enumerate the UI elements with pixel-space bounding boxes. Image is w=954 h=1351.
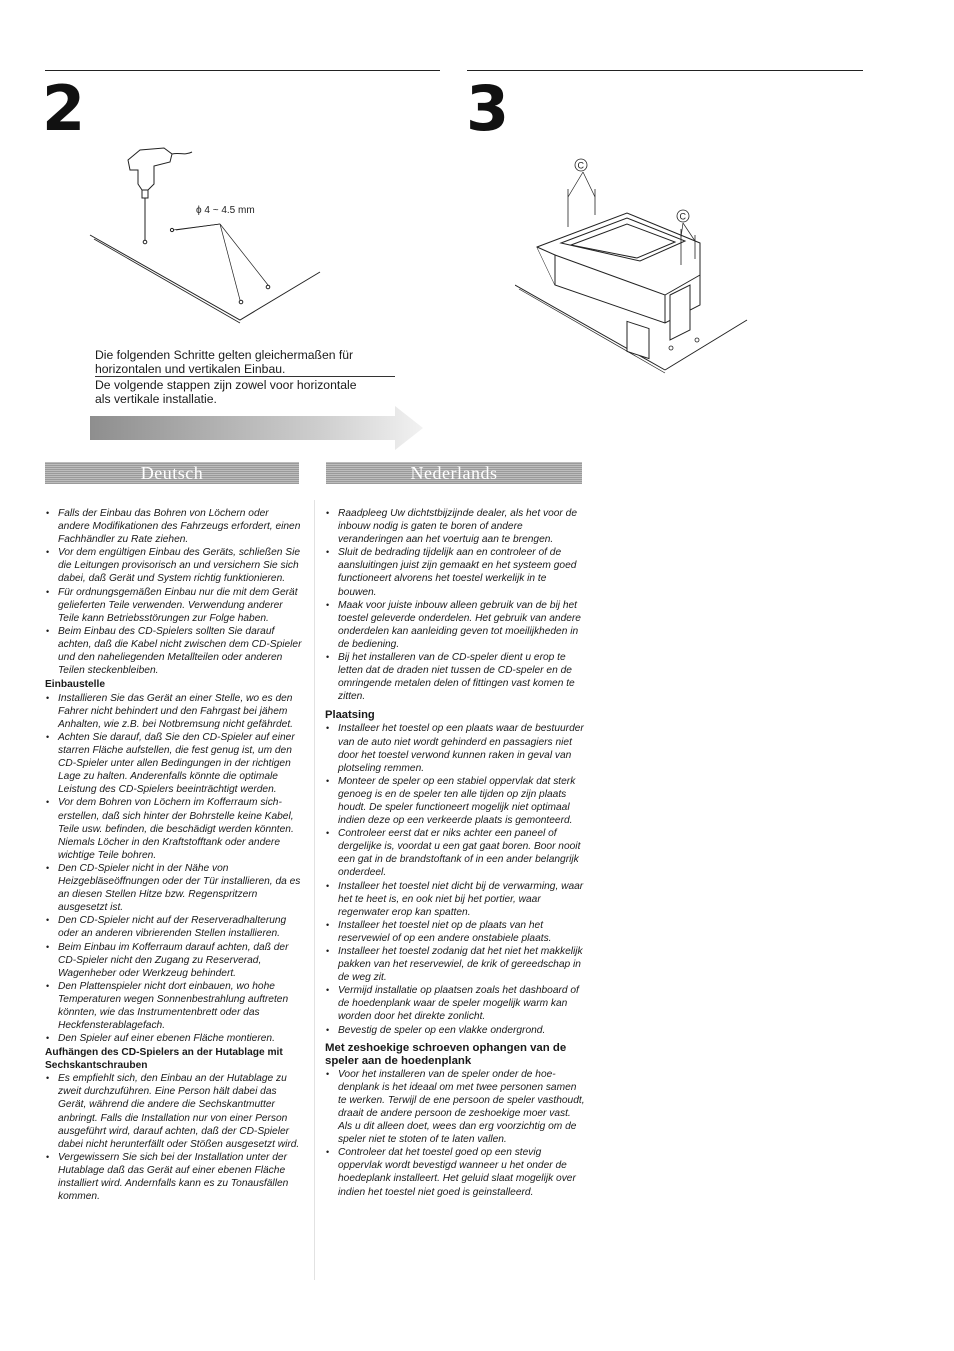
list-item: • Installieren Sie das Gerät an einer Stelle, wo es den Fahrer nicht behindert und den Fahrgast bei jähem Anhalten, wie z.B. bei Notbremsung nicht gefährdet. bbox=[45, 692, 303, 731]
zeshoekige-heading: Met zeshoekige schroeven ophangen van de speler aan de hoedenplank bbox=[325, 1041, 567, 1067]
list-item: • Bij het installeren van de CD-speler dient u erop te letten dat de draden niet tussen de CD-speler en de omringende metalen delen of fittingen vast komen te zitten. bbox=[325, 651, 585, 703]
intro-block bbox=[95, 349, 395, 406]
zeshoekige-list bbox=[325, 1068, 585, 1199]
plaatsing-list bbox=[325, 722, 585, 1036]
deutsch-header: Deutsch bbox=[45, 462, 299, 484]
list-item: • Monteer de speler op een stabiel oppervlak dat sterk genoeg is en de speler ten alle tijden op zijn plaats houdt. De speler functioneert mogelijk niet optimaal indien deze op een verkeerde plaats is gemonteerd. bbox=[325, 775, 585, 827]
nederlands-general-list bbox=[325, 507, 585, 703]
list-item: • Den Spieler auf einer ebenen Fläche montieren. bbox=[45, 1032, 303, 1045]
list-item: • Den Plattenspieler nicht dort einbauen, wo hohe Temperaturen wegen Sonnenbestrahlung auftreten könnten, wie das Instrumentenbrett oder das Heckfensterablagefach. bbox=[45, 980, 303, 1032]
list-item: • Controleer eerst dat er niks achter een paneel of dergelijke is, voordat u een gat gaat boren. Boor nooit een gat in de brandstoftank of in een ander belangrijk onderdeel. bbox=[325, 827, 585, 879]
list-item: • Den CD-Spieler nicht auf der Reserveradhalterung oder an anderen vibrierenden Stellen installieren. bbox=[45, 914, 303, 940]
list-item: • Achten Sie darauf, daß Sie den CD-Spieler auf einer starren Fläche aufstellen, die fest genug ist, um den CD-Spieler unter allen Bedingungen in der richtigen Lage zu halten. Anderenfalls könnte die optimale Leistung des CD-Spielers beeinträchtigt werden. bbox=[45, 731, 303, 796]
list-item: • Voor het installeren van de speler onder de hoedenplank is het ideaal om met twee personen samen te werken. Terwijl de ene persoon de speler vasthoudt, draait de andere persoon de zeshoekige moer vast. Als u dit alleen doet, wees dan erg voorzichtig om de speler niet te stoten of te laten vallen. bbox=[325, 1068, 585, 1147]
list-item: • Installeer het toestel niet op de plaats van het reservewiel of op een andere onstabiele plaats. bbox=[325, 919, 585, 945]
list-item: • Falls der Einbau das Bohren von Löchern oder andere Modifikationen des Fahrzeugs erfordert, einen Fachhändler zu Rate ziehen. bbox=[45, 507, 303, 546]
nederlands-column bbox=[325, 507, 585, 1199]
list-item: • Den CD-Spieler nicht in der Nähe von Heizgebläseöffnungen oder der Tür installieren, da es an diesen Stellen Hitze bzw. Regenspritzern ausgesetzt ist. bbox=[45, 862, 303, 914]
list-item: • Vermijd installatie op plaatsen zoals het dashboard of de hoedenplank waar de speler mogelijk warm kan worden door het direkte zonlicht. bbox=[325, 984, 585, 1023]
intro-de-line1: Die folgenden Schritte gelten gleichermaßen für bbox=[95, 348, 354, 362]
continue-arrow bbox=[90, 406, 425, 450]
einbaustelle-list bbox=[45, 692, 303, 1046]
list-item: • Beim Einbau im Kofferraum darauf achten, daß der CD-Spieler nicht den Zugang zu Reserverad, Wagenheber oder Werkzeug behindert. bbox=[45, 941, 303, 980]
plaatsing-heading: Plaatsing bbox=[325, 709, 375, 722]
intro-nl-line1: De volgende stappen zijn zowel voor horizontale bbox=[95, 376, 395, 393]
hutablage-heading: Aufhängen des CD-Spielers an der Hutablage mit Sechskantschrauben bbox=[45, 1047, 283, 1071]
callout-c-side: C bbox=[679, 211, 686, 222]
list-item: • Für ordnungsgemäßen Einbau nur die mit dem Gerät gelieferten Teile verwenden. Verwendung anderer Teile kann Betriebsstörungen zur Folge haben. bbox=[45, 586, 303, 625]
intro-de-line2: horizontalen und vertikalen Einbau. bbox=[95, 361, 286, 376]
column-divider bbox=[314, 500, 315, 1280]
deutsch-general-list bbox=[45, 507, 303, 677]
list-item: • Installeer het toestel niet dicht bij de verwarming, waar het te heet is, en ook niet bij het portier, waar regenwater erop kan spatten. bbox=[325, 880, 585, 919]
list-item: • Installeer het toestel op een plaats waar de bestuurder van de auto niet wordt gehinderd en passagiers niet door het toestel verwond kunnen raken in geval van plotseling remmen. bbox=[325, 722, 585, 774]
list-item: • Vergewissern Sie sich bei der Installation unter der Hutablage daß das Gerät auf einer ebenen Fläche installiert wird. Andernfalls kann es zu Tonausfällen kommen. bbox=[45, 1151, 303, 1203]
list-item: • Vor dem Bohren von Löchern im Kofferraum sicherstellen, daß sich hinter der Bohrstelle keine Kabel, Teile usw. befinden, die beschädigt werden könnten. Niemals Löcher in den Kraftstofftank oder andere wichtige Teile bohren. bbox=[45, 796, 303, 861]
deutsch-column bbox=[45, 507, 303, 1203]
drill-figure bbox=[80, 140, 380, 340]
list-item: • Installeer het toestel zodanig dat het niet het makkelijk pakken van het reservewiel, de krik of gereedschap in de weg zit. bbox=[325, 945, 585, 984]
list-item: • Controleer dat het toestel goed op een stevig oppervlak wordt bevestigd wanneer u het onder de hoedeplank installeert. Het geluid slaat mogelijk over indien het toestel niet goed is geinstalleerd. bbox=[325, 1146, 585, 1198]
top-rule-left bbox=[45, 70, 440, 71]
list-item: • Vor dem engültigen Einbau des Geräts, schließen Sie die Leitungen provisorisch an und versichern Sie sich dabei, daß Gerät und System richtig funktionieren. bbox=[45, 546, 303, 585]
drill-size-label: ϕ 4 ~ 4.5 mm bbox=[196, 205, 255, 216]
step-number-2: 2 bbox=[42, 72, 86, 145]
list-item: • Sluit de bedrading tijdelijk aan en controleer of de aansluitingen juist zijn gemaakt en het systeem goed functioneert alvorens het toestel werkelijk in te bouwen. bbox=[325, 546, 585, 598]
callout-c-top: C bbox=[577, 160, 584, 171]
drill-icon bbox=[128, 148, 192, 240]
list-item: • Bevestig de speler op een vlakke ondergrond. bbox=[325, 1024, 585, 1037]
hutablage-list bbox=[45, 1072, 303, 1203]
step-number-3: 3 bbox=[466, 72, 510, 145]
top-rule-right bbox=[467, 70, 863, 71]
list-item: • Beim Einbau des CD-Spielers sollten Sie darauf achten, daß die Kabel nicht zwischen dem CD-Spieler und den naheliegenden Metallteilen oder anderen Teilen steckenbleiben. bbox=[45, 625, 303, 677]
cd-player-icon bbox=[537, 213, 700, 359]
nederlands-header: Nederlands bbox=[326, 462, 582, 484]
list-item: • Raadpleeg Uw dichtstbijzijnde dealer, als het voor de inbouw nodig is gaten te boren of andere veranderingen aan het voertuig aan te brengen. bbox=[325, 507, 585, 546]
list-item: • Es empfiehlt sich, den Einbau an der Hutablage zu zweit durchzuführen. Eine Person hält dabei das Gerät, während die andere die Sechskantmutter anbringt. Falls die Installation nur von einer Person ausgeführt wird, darauf achten, daß der CD-Spieler dabei nicht herunterfällt oder Stößen ausgesetzt wird. bbox=[45, 1072, 303, 1151]
list-item: • Maak voor juiste inbouw alleen gebruik van de bij het toestel geleverde onderdelen. Het gebruik van andere onderdelen kan aanleiding geven tot moeilijkheden in de bediening. bbox=[325, 599, 585, 651]
cd-player-figure bbox=[515, 155, 755, 375]
einbaustelle-heading: Einbaustelle bbox=[45, 679, 106, 691]
intro-nl-line2: als vertikale installatie. bbox=[95, 391, 217, 406]
